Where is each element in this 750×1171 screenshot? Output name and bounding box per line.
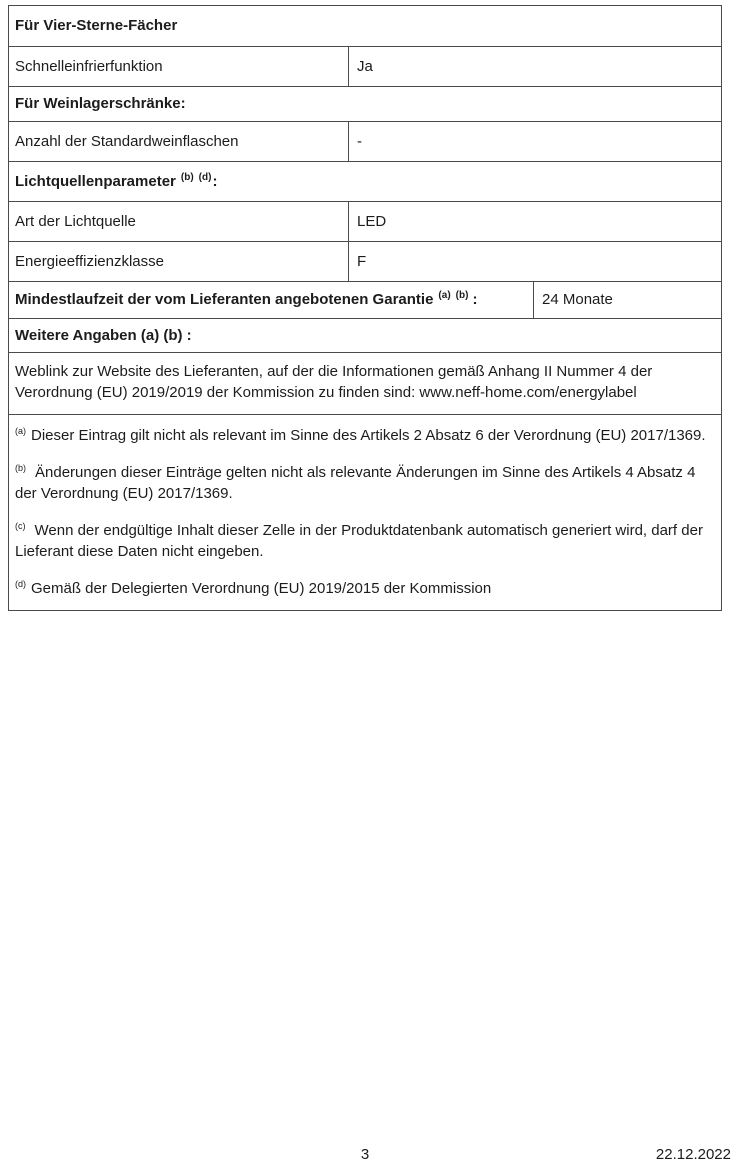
footnote-d (15, 578, 713, 599)
footnote-ref-a: (a) (438, 290, 451, 301)
footnote-ref-b: (b) (180, 172, 194, 183)
row-label-wine-bottles: Anzahl der Standardweinflaschen (9, 122, 349, 161)
table-row-fast-freeze (9, 47, 721, 87)
footnote-b (15, 462, 713, 504)
section-title-light-source-params (9, 162, 217, 201)
footnote-text-a: Dieser Eintrag gilt nicht als relevant im Sinne des Artikels 2 Absatz 6 der Verordnung (EU) 2017/1369. (31, 427, 706, 444)
section-title-four-star: Für Vier-Sterne-Fächer (15, 17, 178, 34)
footnote-c (15, 520, 713, 562)
footnote-marker-d: (d) (15, 579, 26, 589)
footnote-a (15, 425, 713, 446)
footnote-marker-b: (b) (15, 463, 26, 473)
footnote-text-b: Änderungen dieser Einträge gelten nicht als relevante Änderungen im Sinne des Artikels 4 Absatz 4 der Verordnung (EU) 2017/1369. (15, 464, 696, 502)
row-label-energy-class: Energieeffizienzklasse (9, 242, 349, 281)
footnote-ref-d: (d) (198, 172, 212, 183)
row-value-warranty: 24 Monate (542, 291, 613, 308)
footer-date: 22.12.2022 (655, 1146, 731, 1163)
table-row-footnotes (9, 415, 721, 610)
section-title-wine-storage: Für Weinlagerschränke: (15, 95, 186, 112)
row-label-fast-freeze: Schnelleinfrierfunktion (9, 47, 349, 86)
row-value-light-source-type: LED (357, 213, 387, 230)
section-title-text: Lichtquellenparameter (15, 173, 176, 190)
section-row-four-star (9, 6, 721, 47)
row-value-energy-class: F (357, 253, 367, 270)
table-row-wine-bottles (9, 122, 721, 162)
colon: : (472, 291, 478, 308)
table-row-weblink (9, 353, 721, 415)
table-row-warranty (9, 282, 721, 319)
row-label-text: Mindestlaufzeit der vom Lieferanten angebotenen Garantie (15, 291, 434, 308)
table-row-energy-class (9, 242, 721, 282)
footnote-text-d: Gemäß der Delegierten Verordnung (EU) 2019/2015 der Kommission (31, 580, 492, 597)
footnote-ref-b: (b) (455, 290, 469, 301)
row-label-light-source-type: Art der Lichtquelle (9, 202, 349, 241)
footnote-marker-c: (c) (15, 521, 26, 531)
fiche-table (8, 5, 722, 611)
product-datasheet (8, 5, 722, 611)
page-number: 3 (360, 1146, 370, 1163)
row-value-wine-bottles: - (357, 133, 362, 150)
section-title-further-info: Weitere Angaben (a) (b) : (15, 327, 192, 344)
section-row-wine-storage (9, 87, 721, 122)
footnote-text-c: Wenn der endgültige Inhalt dieser Zelle in der Produktdatenbank automatisch generiert wird, darf der Lieferant diese Daten nicht eingeben. (15, 522, 703, 560)
table-row-light-source-type (9, 202, 721, 242)
footnotes-block (9, 415, 721, 610)
section-row-light-source-params (9, 162, 721, 202)
section-row-further-info (9, 319, 721, 353)
row-label-warranty (9, 282, 534, 318)
row-value-fast-freeze: Ja (357, 58, 373, 75)
footnote-marker-a: (a) (15, 426, 26, 436)
colon: : (212, 173, 218, 190)
weblink-text: Weblink zur Website des Lieferanten, auf der die Informationen gemäß Anhang II Nummer 4 der Verordnung (EU) 2019/2019 der Kommission zu finden sind: www.neff-home.com/energylabel (15, 363, 653, 401)
